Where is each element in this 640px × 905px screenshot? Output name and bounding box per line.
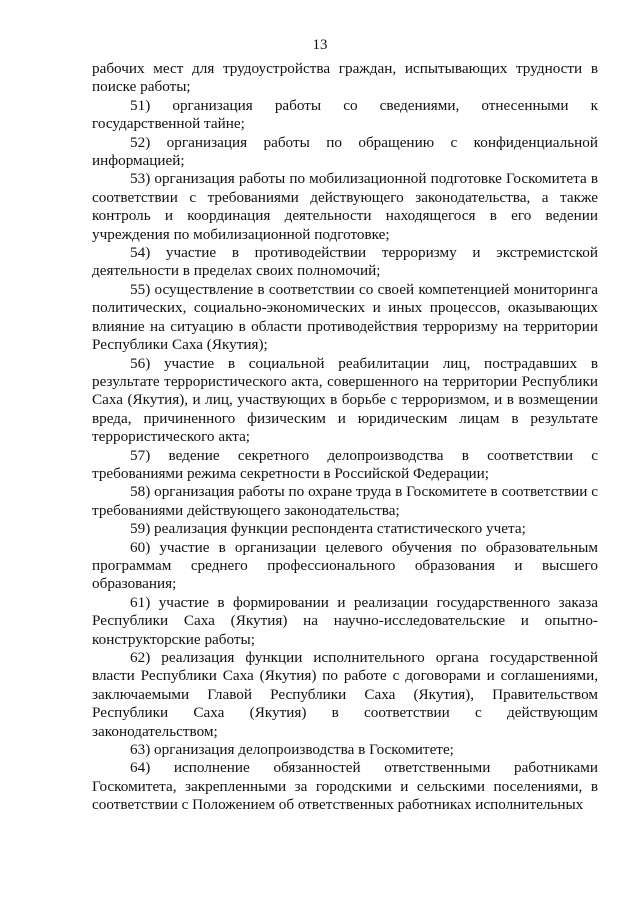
paragraph-item-63: 63) организация делопроизводства в Госкомитете; (130, 741, 454, 759)
paragraph-item-56: 56) участие в социальной реабилитации лиц, пострадавших в результате террористического акта, совершенного на территории Республики Саха (Якутия), и лиц, участвующих в борьбе с терроризмом, и в возмещении вреда, причиненного физическим и юридическим лицам в результате террористического акта; (92, 354, 598, 446)
paragraph-item-53: 53) организация работы по мобилизационной подготовке Госкомитета в соответствии с требованиями действующего законодательства, а также контроль и координация деятельности находящегося в его ведении учреждения по мобилизационной подготовке; (92, 170, 598, 243)
paragraph-item-51: 51) организация работы со сведениями, отнесенными к государственной тайне; (92, 96, 598, 133)
paragraph-item-60: 60) участие в организации целевого обучения по образовательным программам среднего профессионального образования и высшего образования; (92, 538, 598, 593)
document-body (92, 60, 598, 815)
paragraph-item-59: 59) реализация функции респондента статистического учета; (130, 520, 526, 538)
paragraph-item-55: 55) осуществление в соответствии со своей компетенцией мониторинга политических, социально-экономических и иных процессов, оказывающих влияние на ситуацию в области противодействия терроризму на территории Республики Саха (Якутия); (92, 280, 598, 354)
paragraph-item-62: 62) реализация функции исполнительного органа государственной власти Республики Саха (Якутия) по работе с договорами и соглашениями, заключаемыми Главой Республики Саха (Якутия), Правительством Республики Саха (Якутия) в соответствии с действующим законодательством; (92, 649, 598, 740)
paragraph-continuation: рабочих мест для трудоустройства граждан, испытывающих трудности в поиске работы; (92, 60, 598, 96)
page-number: 13 (312, 37, 328, 53)
paragraph-item-52: 52) организация работы по обращению с конфиденциальной информацией; (92, 133, 598, 170)
paragraph-item-57: 57) ведение секретного делопроизводства в соответствии с требованиями режима секретности в Российской Федерации; (92, 446, 598, 482)
paragraph-item-64: 64) исполнение обязанностей ответственными работниками Госкомитета, закрепленными за городскими и сельскими поселениями, в соответствии с Положением об ответственных работниках исполнительных (92, 759, 598, 814)
paragraph-item-54: 54) участие в противодействии терроризму и экстремистской деятельности в пределах своих полномочий; (92, 244, 598, 280)
paragraph-item-58: 58) организация работы по охране труда в Госкомитете в соответствии с требованиями действующего законодательства; (92, 483, 598, 519)
paragraph-item-61: 61) участие в формировании и реализации государственного заказа Республики Саха (Якутия) на научно-исследовательские и опытно-конструкторские работы; (92, 593, 598, 648)
